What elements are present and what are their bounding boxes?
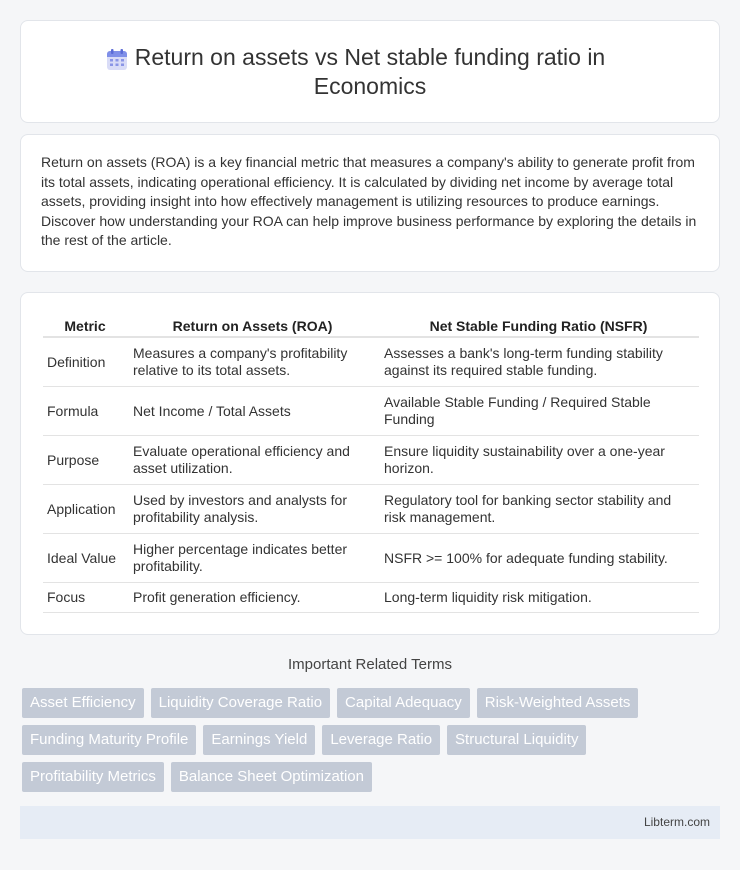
table-row <box>43 485 699 534</box>
header-nsfr: Net Stable Funding Ratio (NSFR) <box>378 314 699 338</box>
table-row <box>43 583 699 613</box>
row-roa: Measures a company's profitability relative to its total assets. <box>127 338 378 387</box>
tag-row <box>22 725 722 755</box>
row-metric: Definition <box>43 338 127 387</box>
tag-balance-sheet-optimization[interactable]: Balance Sheet Optimization <box>171 762 372 792</box>
table-header-row <box>43 314 699 338</box>
row-roa: Used by investors and analysts for profitability analysis. <box>127 485 378 534</box>
row-roa: Net Income / Total Assets <box>127 387 378 436</box>
title-card <box>20 20 720 123</box>
comparison-table <box>43 314 699 613</box>
tag-row <box>22 688 722 718</box>
row-nsfr: NSFR >= 100% for adequate funding stability. <box>378 534 699 583</box>
tag-structural-liquidity[interactable]: Structural Liquidity <box>447 725 586 755</box>
table-row <box>43 534 699 583</box>
row-nsfr: Available Stable Funding / Required Stable Funding <box>378 387 699 436</box>
table-row <box>43 338 699 387</box>
tag-asset-efficiency[interactable]: Asset Efficiency <box>22 688 144 718</box>
footer <box>20 806 720 839</box>
row-nsfr: Regulatory tool for banking sector stability and risk management. <box>378 485 699 534</box>
intro-paragraph: Return on assets (ROA) is a key financial metric that measures a company's ability to generate profit from its total assets, indicating operational efficiency. It is calculated by dividing net income by average total assets, providing insight into how effectively management is utilizing resources to produce earnings. Discover how understanding your ROA can help improve business performance by exploring the details in the rest of the article. <box>41 154 697 248</box>
row-metric: Formula <box>43 387 127 436</box>
tag-row <box>22 762 722 792</box>
related-terms-title: Important Related Terms <box>288 656 452 673</box>
comparison-table-card <box>20 292 720 635</box>
row-roa: Profit generation efficiency. <box>127 583 378 613</box>
row-nsfr: Long-term liquidity risk mitigation. <box>378 583 699 613</box>
intro-card <box>20 134 720 272</box>
footer-site-link[interactable]: Libterm.com <box>643 815 710 829</box>
header-roa: Return on Assets (ROA) <box>127 314 378 338</box>
row-nsfr: Assesses a bank's long-term funding stability against its required stable funding. <box>378 338 699 387</box>
table-row <box>43 387 699 436</box>
tag-funding-maturity-profile[interactable]: Funding Maturity Profile <box>22 725 196 755</box>
tag-risk-weighted-assets[interactable]: Risk-Weighted Assets <box>477 688 639 718</box>
row-metric: Ideal Value <box>43 534 127 583</box>
tag-profitability-metrics[interactable]: Profitability Metrics <box>22 762 164 792</box>
row-metric: Purpose <box>43 436 127 485</box>
table-row <box>43 436 699 485</box>
row-roa: Higher percentage indicates better profitability. <box>127 534 378 583</box>
tag-earnings-yield[interactable]: Earnings Yield <box>203 725 315 755</box>
row-nsfr: Ensure liquidity sustainability over a one-year horizon. <box>378 436 699 485</box>
page-title: Return on assets vs Net stable funding ratio in Economics <box>134 43 606 99</box>
tag-leverage-ratio[interactable]: Leverage Ratio <box>322 725 440 755</box>
tag-capital-adequacy[interactable]: Capital Adequacy <box>337 688 470 718</box>
tag-liquidity-coverage-ratio[interactable]: Liquidity Coverage Ratio <box>151 688 330 718</box>
row-metric: Focus <box>43 583 127 613</box>
header-metric: Metric <box>43 314 127 338</box>
row-roa: Evaluate operational efficiency and asset utilization. <box>127 436 378 485</box>
related-terms-list <box>22 688 722 799</box>
row-metric: Application <box>43 485 127 534</box>
